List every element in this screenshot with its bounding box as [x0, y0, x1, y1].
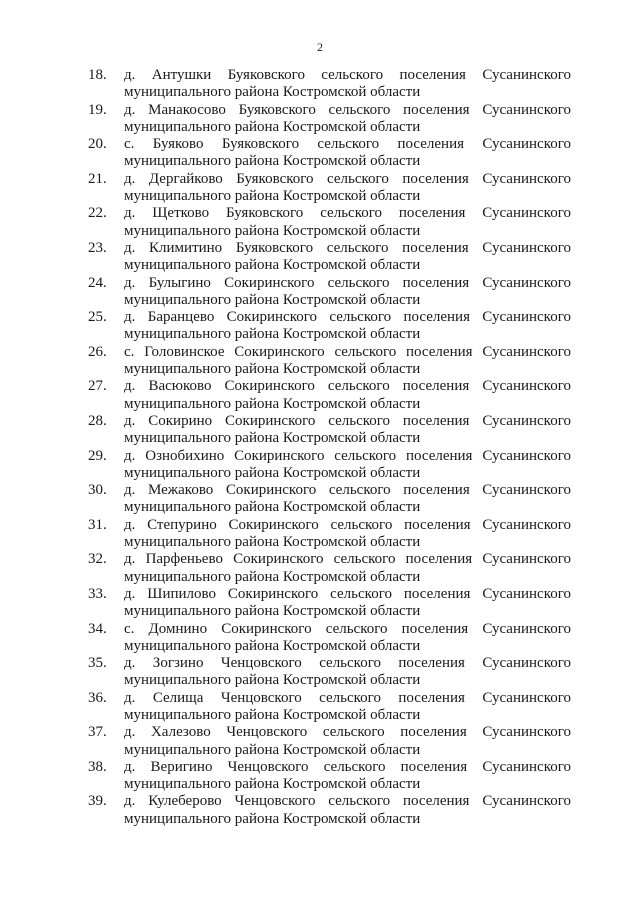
item-number: 31.	[88, 516, 107, 533]
item-text-line2: муниципального района Костромской области	[124, 118, 421, 135]
item-number: 33.	[88, 585, 107, 602]
item-text-line1: д. Васюково Сокиринского сельского поселения Сусанинского	[124, 378, 571, 395]
page-number: 2	[317, 40, 323, 54]
item-number: 21.	[88, 170, 107, 187]
item-text-line1: д. Парфеньево Сокиринского сельского поселения Сусанинского	[124, 551, 571, 568]
item-text-line1: д. Баранцево Сокиринского сельского поселения Сусанинского	[124, 309, 571, 326]
list-item	[88, 517, 571, 552]
item-text-line2: муниципального района Костромской области	[124, 534, 421, 551]
item-text-line2: муниципального района Костромской области	[124, 326, 421, 343]
settlement-list	[88, 67, 571, 828]
item-text-line1: д. Шипилово Сокиринского сельского поселения Сусанинского	[124, 585, 571, 602]
list-item	[88, 793, 571, 828]
item-number: 30.	[88, 482, 107, 499]
item-text-line2: муниципального района Костромской области	[124, 188, 421, 205]
list-item	[88, 413, 571, 448]
list-item	[88, 309, 571, 344]
item-number: 37.	[88, 724, 107, 741]
item-number: 39.	[88, 793, 107, 810]
list-item	[88, 67, 571, 102]
item-text-line2: муниципального района Костромской области	[124, 810, 421, 827]
list-item	[88, 240, 571, 275]
item-text-line2: муниципального района Костромской области	[124, 776, 421, 793]
item-text-line2: муниципального района Костромской области	[124, 222, 421, 239]
item-number: 19.	[88, 101, 107, 118]
item-number: 23.	[88, 239, 107, 256]
list-item	[88, 102, 571, 137]
item-text-line1: с. Буяково Буяковского сельского поселения Сусанинского	[124, 136, 571, 153]
item-text-line2: муниципального района Костромской области	[124, 84, 421, 101]
item-text-line2: муниципального района Костромской области	[124, 153, 421, 170]
item-number: 34.	[88, 620, 107, 637]
item-text-line2: муниципального района Костромской области	[124, 499, 421, 516]
list-item	[88, 759, 571, 794]
item-text-line2: муниципального района Костромской области	[124, 672, 421, 689]
item-text-line1: д. Дергайково Буяковского сельского поселения Сусанинского	[124, 170, 571, 187]
item-number: 22.	[88, 205, 107, 222]
list-item	[88, 655, 571, 690]
item-text-line1: д. Зогзино Ченцовского сельского поселения Сусанинского	[124, 655, 571, 672]
item-text-line1: д. Сокирино Сокиринского сельского поселения Сусанинского	[124, 412, 571, 429]
item-text-line1: д. Степурино Сокиринского сельского поселения Сусанинского	[124, 516, 571, 533]
item-text-line2: муниципального района Костромской области	[124, 257, 421, 274]
item-number: 32.	[88, 551, 107, 568]
item-number: 38.	[88, 758, 107, 775]
item-text-line1: д. Антушки Буяковского сельского поселения Сусанинского	[124, 67, 571, 83]
item-text-line1: с. Домнино Сокиринского сельского поселения Сусанинского	[124, 620, 571, 637]
item-number: 24.	[88, 274, 107, 291]
item-text-line1: д. Манакосово Буяковского сельского поселения Сусанинского	[124, 101, 571, 118]
list-item	[88, 378, 571, 413]
item-text-line1: с. Головинское Сокиринского сельского поселения Сусанинского	[124, 343, 571, 360]
list-item	[88, 344, 571, 379]
item-text-line2: муниципального района Костромской области	[124, 291, 421, 308]
item-text-line1: д. Климитино Буяковского сельского поселения Сусанинского	[124, 239, 571, 256]
item-text-line1: д. Щетково Буяковского сельского поселения Сусанинского	[124, 205, 571, 222]
item-text-line2: муниципального района Костромской области	[124, 706, 421, 723]
list-item	[88, 551, 571, 586]
list-item	[88, 448, 571, 483]
item-number: 26.	[88, 343, 107, 360]
list-item	[88, 586, 571, 621]
item-number: 20.	[88, 136, 107, 153]
item-text-line2: муниципального района Костромской области	[124, 637, 421, 654]
list-item	[88, 136, 571, 171]
list-item	[88, 621, 571, 656]
item-text-line2: муниципального района Костромской области	[124, 361, 421, 378]
item-text-line2: муниципального района Костромской области	[124, 395, 421, 412]
list-item	[88, 205, 571, 240]
item-number: 35.	[88, 655, 107, 672]
list-item	[88, 724, 571, 759]
item-text-line2: муниципального района Костромской области	[124, 430, 421, 447]
item-number: 25.	[88, 309, 107, 326]
item-text-line1: д. Межаково Сокиринского сельского поселения Сусанинского	[124, 482, 571, 499]
item-number: 28.	[88, 412, 107, 429]
item-text-line2: муниципального района Костромской области	[124, 603, 421, 620]
item-text-line2: муниципального района Костромской области	[124, 568, 421, 585]
item-number: 29.	[88, 447, 107, 464]
item-text-line1: д. Халезово Ченцовского сельского поселения Сусанинского	[124, 724, 571, 741]
item-text-line2: муниципального района Костромской области	[124, 741, 421, 758]
item-text-line1: д. Селища Ченцовского сельского поселения Сусанинского	[124, 689, 571, 706]
list-item	[88, 171, 571, 206]
item-text-line1: д. Кулеберово Ченцовского сельского поселения Сусанинского	[124, 793, 571, 810]
list-item	[88, 275, 571, 310]
item-text-line1: д. Веригино Ченцовского сельского поселения Сусанинского	[124, 758, 571, 775]
item-text-line1: д. Булыгино Сокиринского сельского поселения Сусанинского	[124, 274, 571, 291]
item-text-line2: муниципального района Костромской области	[124, 464, 421, 481]
item-text-line1: д. Ознобихино Сокиринского сельского поселения Сусанинского	[124, 447, 571, 464]
list-item	[88, 482, 571, 517]
list-item	[88, 690, 571, 725]
item-number: 36.	[88, 689, 107, 706]
item-number: 27.	[88, 378, 107, 395]
item-number: 18.	[88, 67, 107, 83]
